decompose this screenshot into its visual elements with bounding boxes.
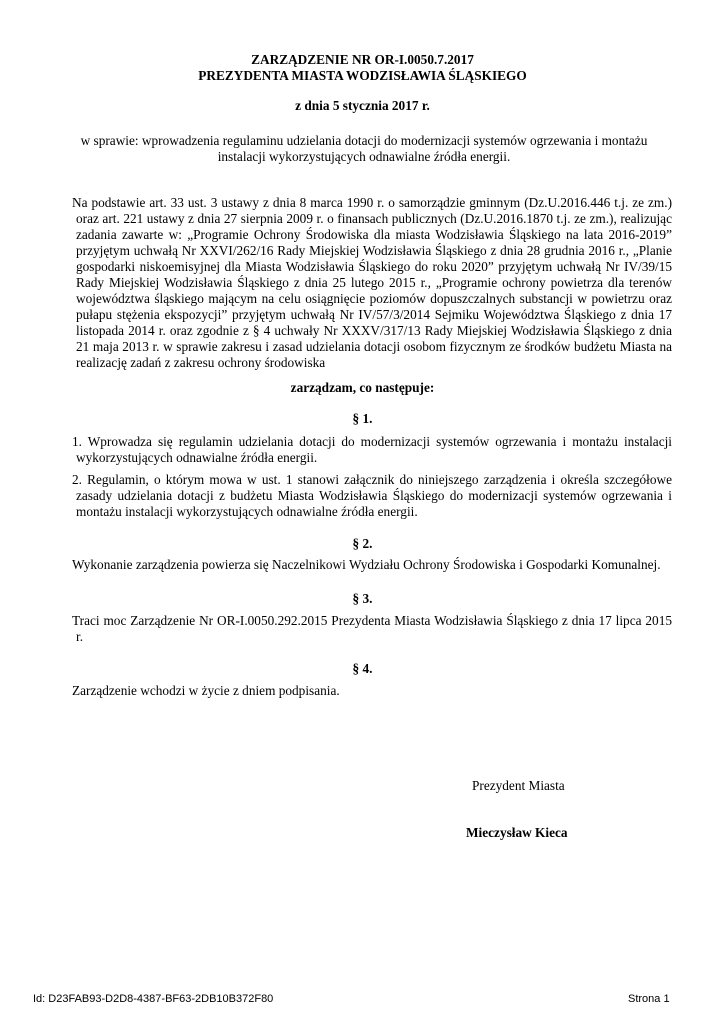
section-4-paragraph: Zarządzenie wchodzi w życie z dniem podpisania. (72, 683, 340, 698)
decree-phrase: zarządzam, co następuje: (290, 380, 435, 395)
document-date: z dnia 5 stycznia 2017 r. (295, 98, 430, 113)
section-3-paragraph: Traci moc Zarządzenie Nr OR-I.0050.292.2015 Prezydenta Miasta Wodzisławia Śląskiego z dnia 17 lipca 2015 r. (72, 613, 672, 644)
section-1-heading: § 1. (352, 411, 373, 426)
document-id: Id: D23FAB93-D2D8-4387-BF63-2DB10B372F80 (33, 993, 274, 1005)
signature-role: Prezydent Miasta (472, 778, 565, 793)
section-4-heading: § 4. (352, 661, 373, 676)
document-subject: w sprawie: wprowadzenia regulaminu udzielania dotacji do modernizacji systemów ogrzewania i montażu instalacji wykorzystujących odnawialne źródła energii. (80, 133, 648, 164)
section-2-heading: § 2. (352, 536, 373, 551)
section-1-paragraph-1: 1. Wprowadza się regulamin udzielania dotacji do modernizacji systemów ogrzewania i montażu instalacji wykorzystujących odnawialne źródła energii. (72, 434, 672, 465)
document-title-issuer: PREZYDENTA MIASTA WODZISŁAWIA ŚLĄSKIEGO (198, 68, 527, 83)
signature-name: Mieczysław Kieca (466, 825, 568, 840)
section-2-paragraph: Wykonanie zarządzenia powierza się Naczelnikowi Wydziału Ochrony Środowiska i Gospodarki Komunalnej. (72, 557, 661, 572)
page-number: Strona 1 (628, 993, 670, 1005)
legal-basis-preamble: Na podstawie art. 33 ust. 3 ustawy z dnia 8 marca 1990 r. o samorządzie gminnym (Dz.U.2016.446 t.j. ze zm.) oraz art. 221 ustawy z dnia 27 sierpnia 2009 r. o finansach publicznych (Dz.U.2016.1870 t.j. ze zm.), realizując zadania zawarte w: „Programie Ochrony Środowiska dla miasta Wodzisławia Śląskiego na lata 2016-2019” przyjętym uchwałą Nr XXVI/262/16 Rady Miejskiej Wodzisławia Śląskiego z dnia 28 grudnia 2016 r., „Planie gospodarki niskoemisyjnej dla Miasta Wodzisławia Śląskiego do roku 2020” przyjętym uchwałą Nr IV/39/15 Rady Miejskiej Wodzisławia Śląskiego z dnia 25 lutego 2015 r., „Programie ochrony powietrza dla terenów województwa śląskiego mającym na celu osiągnięcie poziomów dopuszczalnych substancji w powietrzu oraz pułapu stężenia ekspozycji” przyjętym uchwałą Nr IV/57/3/2014 Sejmiku Województwa Śląskiego z dnia 17 listopada 2014 r. oraz zgodnie z § 4 uchwały Nr XXXV/317/13 Rady Miejskiej Wodzisławia Śląskiego z dnia 21 maja 2013 r. w sprawie zakresu i zasad udzielania dotacji osobom fizycznym ze środków budżetu Miasta na realizację zadań z zakresu ochrony środowiska (72, 195, 672, 370)
section-1-paragraph-2: 2. Regulamin, o którym mowa w ust. 1 stanowi załącznik do niniejszego zarządzenia i określa szczegółowe zasady udzielania dotacji z budżetu Miasta Wodzisławia Śląskiego do modernizacji systemów ogrzewania i montażu instalacji wykorzystujących odnawialne źródła energii. (72, 472, 672, 519)
section-3-heading: § 3. (352, 591, 373, 606)
document-title-number: ZARZĄDZENIE NR OR-I.0050.7.2017 (251, 52, 474, 67)
